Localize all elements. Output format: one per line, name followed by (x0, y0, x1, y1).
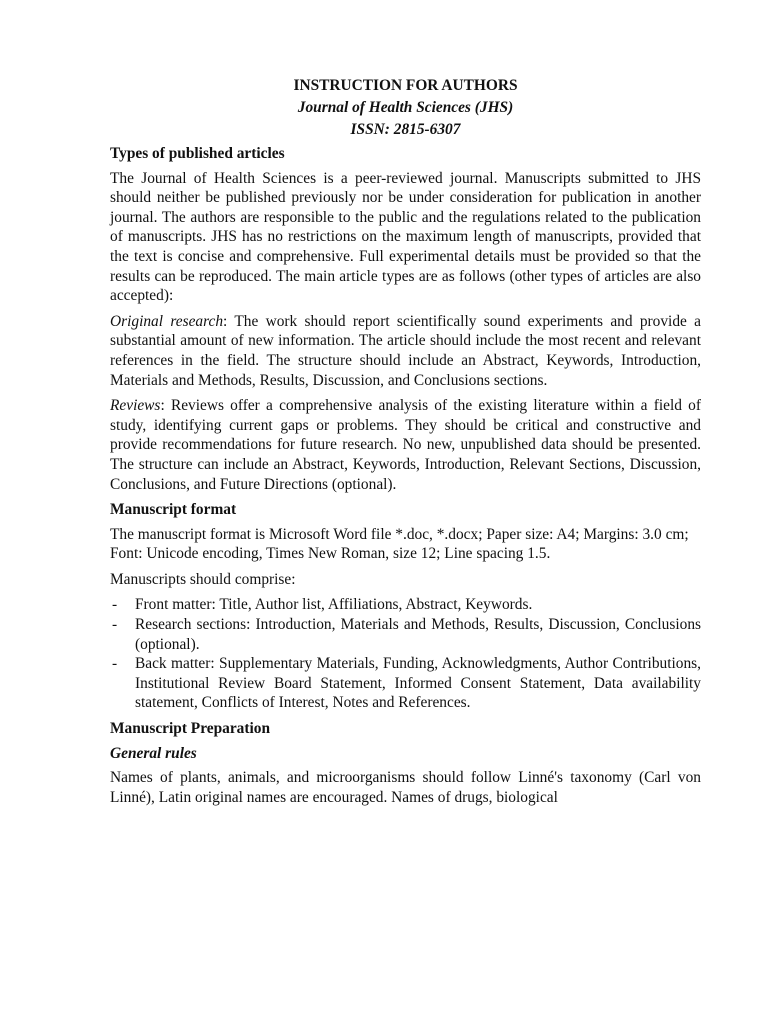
journal-name: Journal of Health Sciences (JHS) (297, 99, 514, 116)
list-item: - Back matter: Supplementary Materials, Funding, Acknowledgments, Author Contributions, Institutional Review Board Statement, Informed Consent Statement, Data availability statement, Conflicts of Interest, Notes and References. (110, 654, 701, 713)
original-research-label: Original research (110, 312, 224, 330)
document-page (110, 75, 701, 813)
reviews-paragraph (110, 396, 701, 494)
types-heading: Types of published articles (110, 145, 285, 162)
reviews-text: : Reviews offer a comprehensive analysis of the existing literature within a field of study, identifying current gaps or problems. They should be critical and constructive and provide recommendations for future research. No new, unpublished data should be presented. The structure can include an Abstract, Keywords, Introduction, Relevant Sections, Discussion, Conclusions, and Future Directions (optional). (110, 397, 701, 493)
comprise-list (110, 595, 701, 713)
list-item: - Research sections: Introduction, Materials and Methods, Results, Discussion, Conclusions (optional). (110, 615, 701, 654)
document-title: INSTRUCTION FOR AUTHORS (293, 77, 518, 94)
preparation-heading: Manuscript Preparation (110, 720, 271, 738)
format-heading: Manuscript format (110, 501, 237, 519)
list-item: - Front matter: Title, Author list, Affiliations, Abstract, Keywords. (110, 595, 701, 615)
comprise-intro: Manuscripts should comprise: (110, 570, 296, 588)
original-research-paragraph (110, 312, 701, 390)
original-research-text: : The work should report scientifically sound experiments and provide a substantial amount of new information. The article should include the most recent and relevant references in the field. The structure should include an Abstract, Keywords, Introduction, Materials and Methods, Results, Discussion, and Conclusions sections. (110, 312, 702, 389)
general-rules-paragraph: Names of plants, animals, and microorganisms should follow Linné's taxonomy (Carl von Linné), Latin original names are encouraged. Names of drugs, biological (110, 769, 701, 806)
reviews-label: Reviews (110, 397, 161, 415)
format-paragraph: The manuscript format is Microsoft Word file *.doc, *.docx; Paper size: A4; Margins: 3.0 cm; Font: Unicode encoding, Times New Roman, size 12; Line spacing 1.5. (110, 525, 689, 563)
general-rules-heading: General rules (110, 744, 197, 762)
issn-line: ISSN: 2815-6307 (350, 121, 461, 138)
types-paragraph: The Journal of Health Sciences is a peer-reviewed journal. Manuscripts submitted to JHS should neither be published previously nor be under consideration for publication in another journal. The authors are responsible to the public and the regulations related to the publication of manuscripts. JHS has no restrictions on the maximum length of manuscripts, provided that the text is concise and comprehensive. Full experimental details must be provided so that the results can be reproduced. The main article types are as follows (other types of articles are also accepted): (110, 169, 701, 305)
